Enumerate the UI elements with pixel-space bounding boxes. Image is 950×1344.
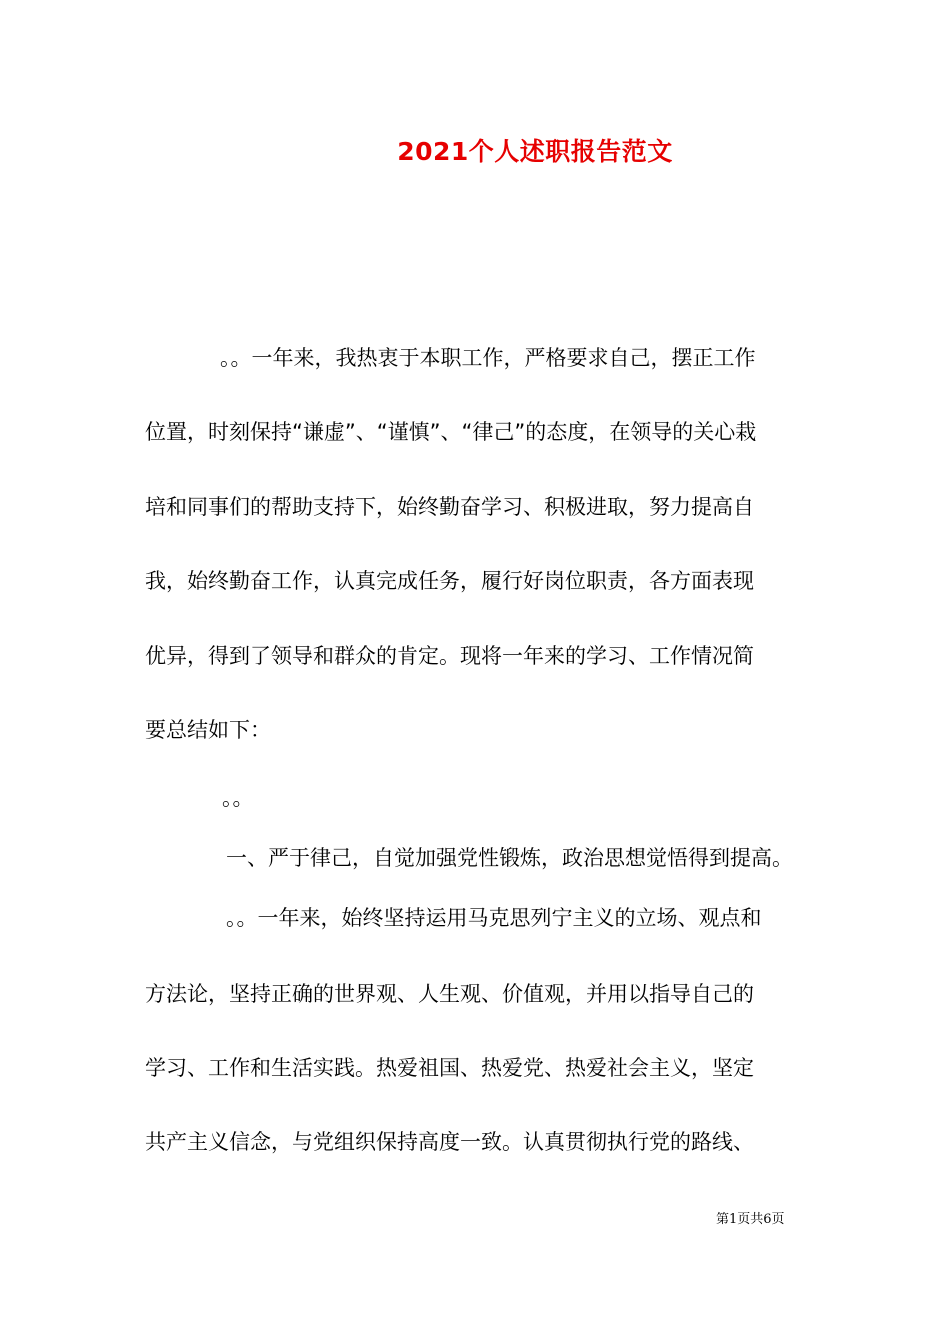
paragraph-line: 我，始终勤奋工作，认真完成任务，履行好岗位职责，各方面表现 <box>145 569 754 593</box>
paragraph-line: 要总结如下： <box>145 718 271 742</box>
paragraph-line: 方法论，坚持正确的世界观、人生观、价值观，并用以指导自己的 <box>145 982 754 1006</box>
document-title: 2021个人述职报告范文 <box>397 137 673 166</box>
paragraph-line: 。。一年来，我热衷于本职工作，严格要求自己，摆正工作 <box>220 346 756 370</box>
paragraph-line: 学习、工作和生活实践。热爱祖国、热爱党、热爱社会主义，坚定 <box>145 1056 754 1080</box>
section-heading: 一、严于律己，自觉加强党性锻炼，政治思想觉悟得到提高。 <box>226 846 793 870</box>
paragraph-line: 培和同事们的帮助支持下，始终勤奋学习、积极进取，努力提高自 <box>145 495 754 519</box>
paragraph-line: 。。一年来，始终坚持运用马克思列宁主义的立场、观点和 <box>226 906 762 930</box>
page-number-footer: 第1页共6页 <box>716 1212 785 1227</box>
paragraph-line: 位置，时刻保持“谦虚”、“谨慎”、“律己”的态度，在领导的关心栽 <box>145 420 757 444</box>
paragraph-line: 共产主义信念，与党组织保持高度一致。认真贯彻执行党的路线、 <box>145 1130 754 1154</box>
paragraph-line: 优异，得到了领导和群众的肯定。现将一年来的学习、工作情况简 <box>145 644 754 668</box>
paragraph-line: 。。 <box>222 786 254 810</box>
